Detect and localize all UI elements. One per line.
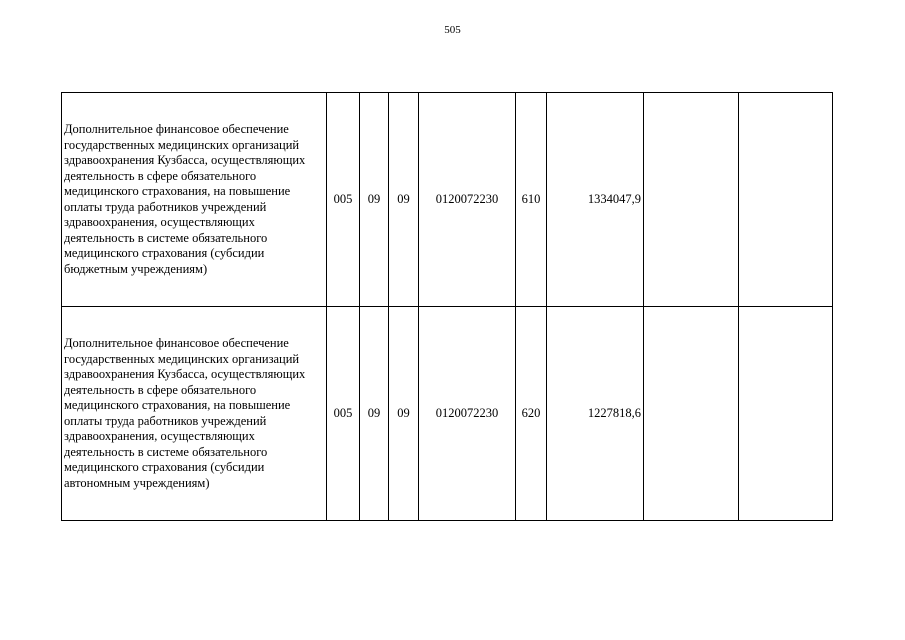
description-cell: Дополнительное финансовое обеспечение государственных медицинских организаций здравоохранения Кузбасса, осуществляющих деятельность в сфере обязательного медицинского страхования, на повышение оплаты труда работников учреждений здравоохранения, осуществляющих деятельность в системе обязательного медицинского страхования (субсидии автономным учреждениям) xyxy=(62,307,327,521)
description-cell: Дополнительное финансовое обеспечение государственных медицинских организаций здравоохранения Кузбасса, осуществляющих деятельность в сфере обязательного медицинского страхования, на повышение оплаты труда работников учреждений здравоохранения, осуществляющих деятельность в системе обязательного медицинского страхования (субсидии бюджетным учреждениям) xyxy=(62,93,327,307)
subsection-code-cell: 09 xyxy=(389,93,419,307)
subsection-code-cell: 09 xyxy=(389,307,419,521)
table-row xyxy=(62,307,833,521)
empty-cell xyxy=(739,93,833,307)
amount-cell: 1334047,9 xyxy=(547,93,644,307)
empty-cell xyxy=(644,307,739,521)
page-number: 505 xyxy=(444,24,461,36)
table-row xyxy=(62,93,833,307)
empty-cell xyxy=(739,307,833,521)
expense-type-cell: 620 xyxy=(516,307,547,521)
section-code-cell: 09 xyxy=(360,307,389,521)
target-article-cell: 0120072230 xyxy=(419,307,516,521)
ministry-code-cell: 005 xyxy=(327,307,360,521)
empty-cell xyxy=(644,93,739,307)
target-article-cell: 0120072230 xyxy=(419,93,516,307)
expense-type-cell: 610 xyxy=(516,93,547,307)
section-code-cell: 09 xyxy=(360,93,389,307)
ministry-code-cell: 005 xyxy=(327,93,360,307)
amount-cell: 1227818,6 xyxy=(547,307,644,521)
budget-table xyxy=(61,92,833,521)
